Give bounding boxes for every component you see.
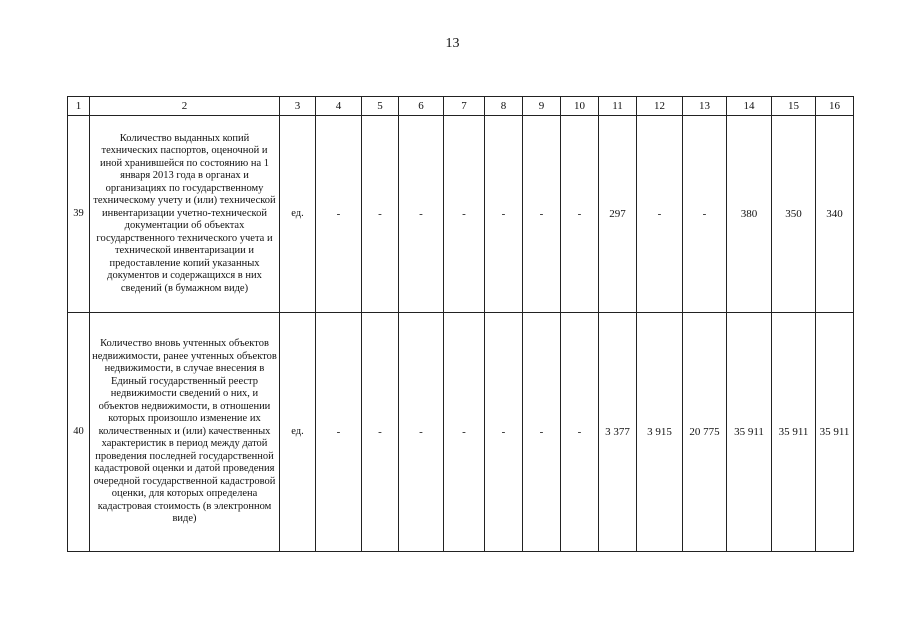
unit-cell: ед. <box>280 313 316 552</box>
value-cell: 35 911 <box>816 313 854 552</box>
value-cell: - <box>561 313 599 552</box>
indicator-description: Количество выданных копий технических паспортов, оценочной и иной хранившейся по состоянию на 1 января 2013 года в органах и организациях по государственному техническому учету и (или) технической инвентаризации учетно-технической документации об объектах государственного технического учета и технической инвентаризации и предоставление копий указанных документов и содержащихся в них сведений (в бумажном виде) <box>90 116 280 313</box>
data-table <box>67 96 854 552</box>
column-header: 10 <box>561 97 599 116</box>
column-header: 13 <box>683 97 727 116</box>
value-cell: - <box>523 313 561 552</box>
value-cell: - <box>561 116 599 313</box>
column-header: 2 <box>90 97 280 116</box>
value-cell: 3 915 <box>637 313 683 552</box>
table-row <box>68 313 854 552</box>
table-row <box>68 116 854 313</box>
row-number: 39 <box>68 116 90 313</box>
column-header: 8 <box>485 97 523 116</box>
value-cell: 3 377 <box>599 313 637 552</box>
indicator-description: Количество вновь учтенных объектов недвижимости, ранее учтенных объектов недвижимости, в случае внесения в Единый государственный реестр недвижимости сведений о них, и объектов недвижимости, в отношении которых произошло изменение их количественных и (или) качественных характеристик в период между датой проведения последней государственной кадастровой оценки и датой проведения очередной государственной кадастровой оценки, для которых определена кадастровая стоимость (в электронном виде) <box>90 313 280 552</box>
value-cell: - <box>362 116 399 313</box>
column-header: 12 <box>637 97 683 116</box>
value-cell: 350 <box>772 116 816 313</box>
header-row <box>68 97 854 116</box>
column-header: 7 <box>444 97 485 116</box>
value-cell: - <box>316 116 362 313</box>
column-header: 5 <box>362 97 399 116</box>
value-cell: - <box>637 116 683 313</box>
value-cell: 35 911 <box>772 313 816 552</box>
column-header: 16 <box>816 97 854 116</box>
column-header: 9 <box>523 97 561 116</box>
column-header: 14 <box>727 97 772 116</box>
unit-cell: ед. <box>280 116 316 313</box>
value-cell: 20 775 <box>683 313 727 552</box>
value-cell: - <box>362 313 399 552</box>
value-cell: - <box>316 313 362 552</box>
column-header: 3 <box>280 97 316 116</box>
value-cell: 340 <box>816 116 854 313</box>
value-cell: - <box>523 116 561 313</box>
column-header: 6 <box>399 97 444 116</box>
value-cell: - <box>485 116 523 313</box>
value-cell: 380 <box>727 116 772 313</box>
value-cell: 297 <box>599 116 637 313</box>
value-cell: - <box>485 313 523 552</box>
value-cell: - <box>399 116 444 313</box>
value-cell: - <box>444 313 485 552</box>
value-cell: 35 911 <box>727 313 772 552</box>
value-cell: - <box>444 116 485 313</box>
column-header: 1 <box>68 97 90 116</box>
row-number: 40 <box>68 313 90 552</box>
value-cell: - <box>399 313 444 552</box>
value-cell: - <box>683 116 727 313</box>
column-header: 15 <box>772 97 816 116</box>
page-number: 13 <box>445 36 460 51</box>
column-header: 11 <box>599 97 637 116</box>
column-header: 4 <box>316 97 362 116</box>
